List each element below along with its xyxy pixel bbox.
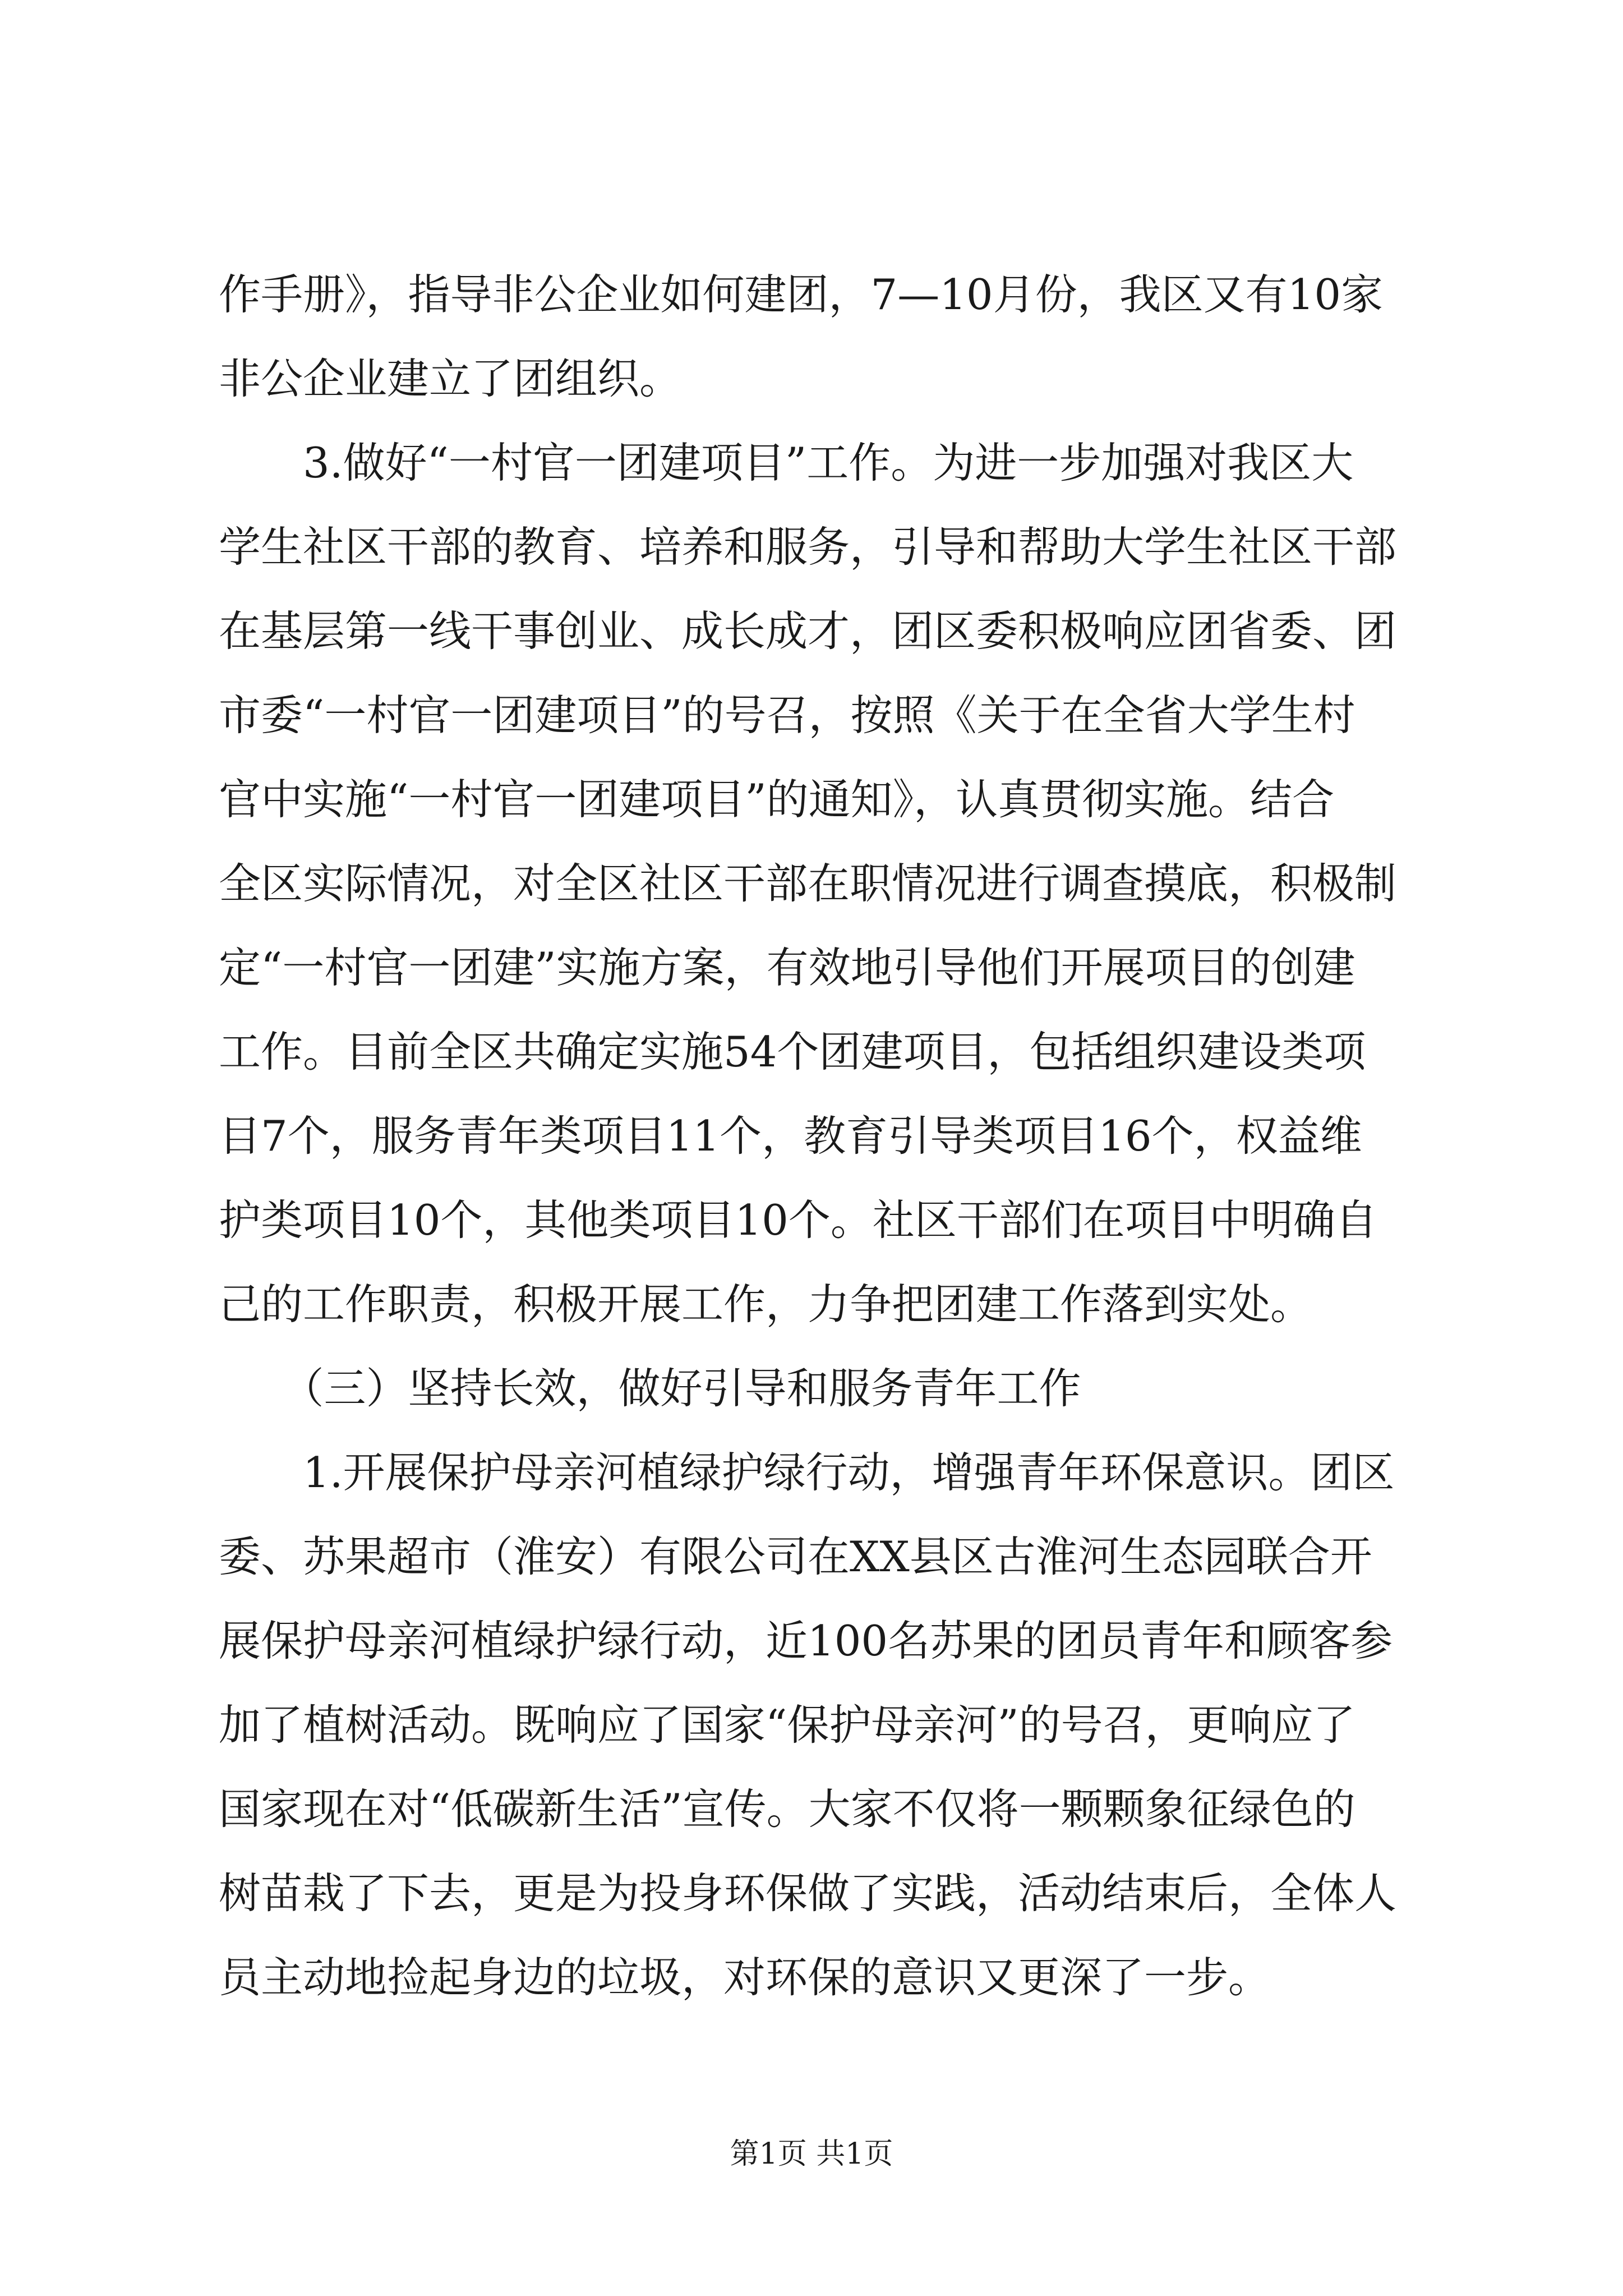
text-line: 定“一村官一团建”实施方案，有效地引导他们开展项目的创建 — [219, 943, 1355, 992]
text-line: 国家现在对“低碳新生活”宣传。大家不仅将一颗颗象征绿色的 — [219, 1784, 1355, 1834]
text-line: 官中实施“一村官一团建项目”的通知》，认真贯彻实施。结合 — [219, 775, 1335, 824]
text-line: 学生社区干部的教育、培养和服务，引导和帮助大学生社区干部 — [219, 522, 1397, 572]
text-line: 市委“一村官一团建项目”的号召，按照《关于在全省大学生村 — [219, 691, 1355, 740]
text-line: 作手册》，指导非公企业如何建团，7—10月份，我区又有10家 — [219, 270, 1384, 319]
text-line: 在基层第一线干事创业、成长成才，团区委积极响应团省委、团 — [219, 606, 1397, 656]
text-line: 委、苏果超市（淮安）有限公司在XX县区古淮河生态园联合开 — [219, 1532, 1372, 1581]
page-number-footer: 第1页 共1页 — [730, 2137, 893, 2171]
text-line: 全区实际情况，对全区社区干部在职情况进行调查摸底，积极制 — [219, 859, 1397, 908]
text-line: 1.开展保护母亲河植绿护绿行动，增强青年环保意识。团区 — [219, 1448, 1395, 1497]
text-line: 护类项目10个，其他类项目10个。社区干部们在项目中明确自 — [219, 1195, 1377, 1245]
text-line: 员主动地捡起身边的垃圾，对环保的意识又更深了一步。 — [219, 1953, 1271, 2002]
text-line: 己的工作职责，积极开展工作，力争把团建工作落到实处。 — [219, 1280, 1313, 1329]
text-line: 工作。目前全区共确定实施54个团建项目，包括组织建设类项 — [219, 1027, 1366, 1076]
text-line: 目7个，服务青年类项目11个，教育引导类项目16个，权益维 — [219, 1111, 1362, 1161]
text-line: 展保护母亲河植绿护绿行动，近100名苏果的团员青年和顾客参 — [219, 1616, 1393, 1665]
text-line: 非公企业建立了团组织。 — [219, 354, 682, 403]
section-heading: （三）坚持长效，做好引导和服务青年工作 — [219, 1364, 1081, 1413]
text-line: 3.做好“一村官一团建项目”工作。为进一步加强对我区大 — [219, 438, 1354, 487]
text-line: 树苗栽了下去，更是为投身环保做了实践，活动结束后，全体人 — [219, 1869, 1397, 1918]
text-line: 加了植树活动。既响应了国家“保护母亲河”的号召，更响应了 — [219, 1700, 1355, 1750]
